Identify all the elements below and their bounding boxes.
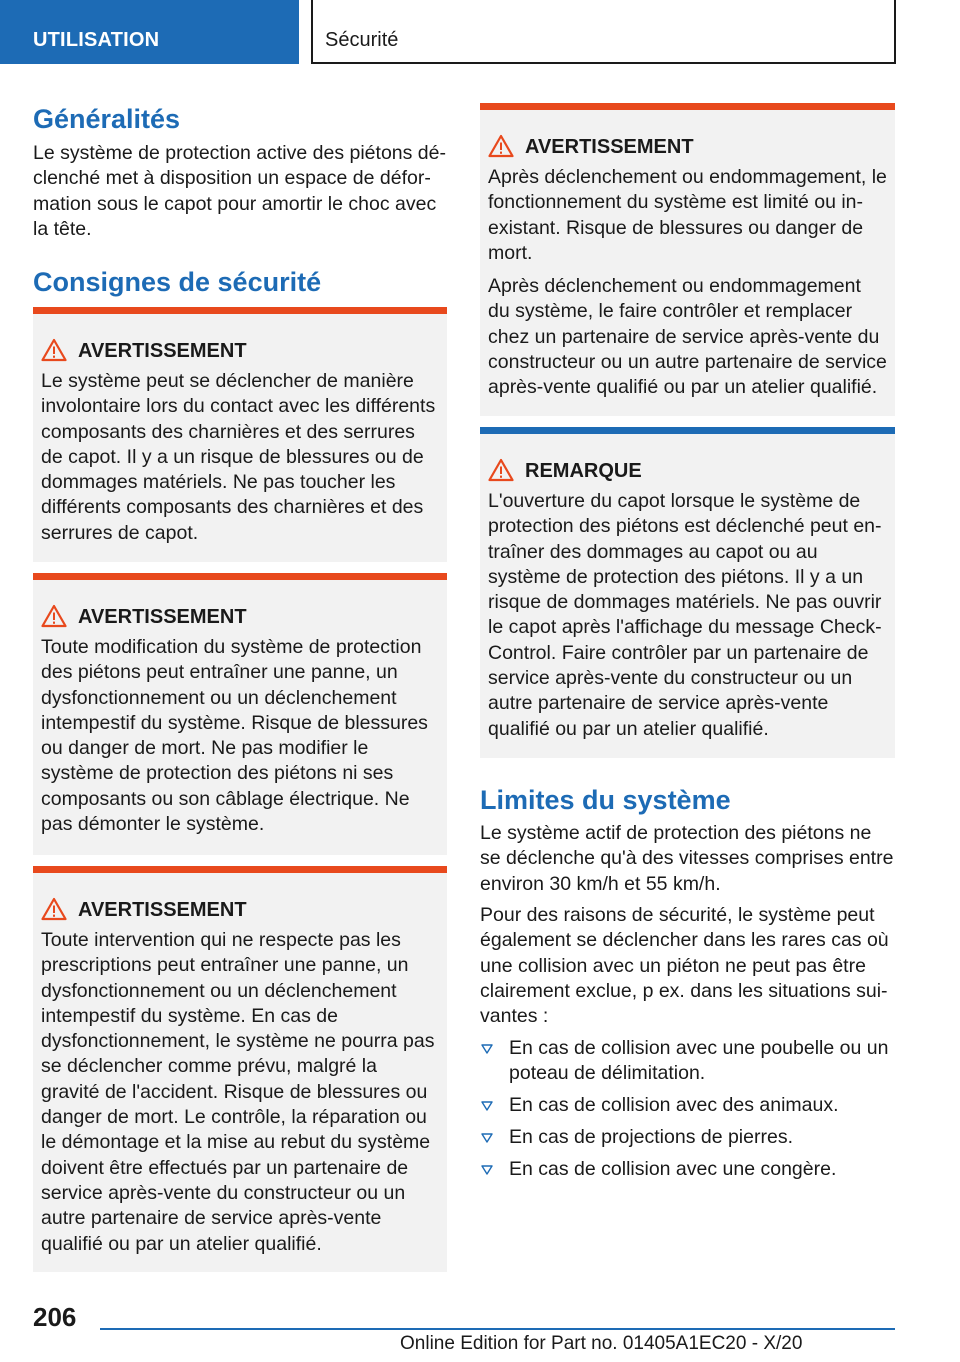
warning-triangle-icon bbox=[488, 458, 514, 482]
edition-text: Online Edition for Part no. 01405A1EC20 - X/20 bbox=[400, 1333, 803, 1354]
limits-heading: Limites du système bbox=[480, 785, 731, 815]
list-item bbox=[480, 1157, 895, 1182]
list-item-text: En cas de collision avec une poubelle ou un poteau de délimitation. bbox=[509, 1037, 889, 1085]
list-item-text: En cas de collision avec une congère. bbox=[509, 1158, 837, 1180]
warning-text-2: Après déclenchement ou endommagement du système, le faire contrôler et remplacer chez un partenaire de service après-vente du constructeur ou un autre partenaire de service après-vente qualifié ou par un atelier qualifié. bbox=[488, 275, 887, 399]
limits-paragraph-2: Pour des raisons de sécurité, le système peut également se déclencher dans les rares cas où une collision avec un piéton ne peut pas être clairement exclue, p ex. dans les situations suivantes : bbox=[480, 904, 889, 1028]
list-item-text: En cas de projections de pierres. bbox=[509, 1126, 793, 1148]
note-title: REMARQUE bbox=[525, 460, 642, 482]
page-number: 206 bbox=[33, 1302, 77, 1332]
triangle-bullet-icon bbox=[481, 1044, 493, 1054]
note-text: L'ouverture du capot lorsque le système de protection des piétons est déclenché peut entraîner des dommages au capot ou au système de protection des piétons. Il y a un risque de dommages matériels. Ne pas ouvrir le capot après l'affichage du message Check-Control. Faire contrôler par un partenaire de service après-vente du constructeur ou un autre partenaire de service après-vente qualifié ou par un atelier qualifié. bbox=[488, 490, 882, 740]
triangle-bullet-icon bbox=[481, 1101, 493, 1111]
warning-title: AVERTISSEMENT bbox=[78, 899, 247, 921]
warning-title: AVERTISSEMENT bbox=[78, 340, 247, 362]
warning-triangle-icon bbox=[41, 338, 67, 362]
general-heading: Généralités bbox=[33, 104, 181, 134]
warning-text: Toute modification du système de protection des piétons peut entraîner une panne, un dysfonctionnement ou un déclenchement intempestif du système. Risque de blessures ou danger de mort. Ne pas modifier le système de protection des piétons ni ses composants ou son câblage électrique. Ne pas démonter le système. bbox=[41, 636, 428, 836]
warning-title: AVERTISSEMENT bbox=[78, 606, 247, 628]
note-box bbox=[480, 427, 895, 758]
limits-paragraph: Le système actif de protection des piétons ne se déclenche qu'à des vitesses comprises entre environ 30 km/h et 55 km/h. bbox=[480, 822, 894, 895]
warning-box bbox=[480, 103, 895, 416]
warning-box bbox=[33, 866, 447, 1272]
list-item bbox=[480, 1093, 895, 1118]
warning-text: Toute intervention qui ne respecte pas les prescriptions peut entraîner une panne, un dysfonctionnement ou un déclenchement intempestif du système. En cas de dysfonctionnement, le système ne pourra pas se déclencher comme prévu, malgré la gravité de l'accident. Risque de blessures ou danger de mort. Le contrôle, la réparation ou le démontage et la mise au rebut du système doivent être effectués par un partenaire de service après-vente du constructeur ou un autre partenaire de service après-vente qualifié ou par un atelier qualifié. bbox=[41, 929, 435, 1255]
warning-title: AVERTISSEMENT bbox=[525, 136, 694, 158]
warning-text: Le système peut se déclencher de manière involontaire lors du contact avec les différents composants des charnières et des serrures de capot. Il y a un risque de blessures ou de dommages matériels. Ne pas toucher les différents composants des charnières et des serrures de capot. bbox=[41, 370, 436, 544]
list-item bbox=[480, 1036, 895, 1087]
list-item bbox=[480, 1125, 895, 1150]
warning-triangle-icon bbox=[488, 134, 514, 158]
section-title: Sécurité bbox=[325, 29, 399, 51]
warning-box bbox=[33, 573, 447, 855]
warning-triangle-icon bbox=[41, 897, 67, 921]
warning-box bbox=[33, 307, 447, 562]
footer-divider bbox=[100, 1328, 895, 1330]
general-paragraph: Le système de protection active des piétons déclenché met à disposition un espace de déformation sous le capot pour amortir le choc avec la tête. bbox=[33, 142, 446, 240]
list-item-text: En cas de collision avec des animaux. bbox=[509, 1094, 839, 1116]
warning-text: Après déclenchement ou endommagement, le fonctionnement du système est limité ou inexistant. Risque de blessures ou danger de mort. bbox=[488, 166, 887, 264]
triangle-bullet-icon bbox=[481, 1133, 493, 1143]
warning-triangle-icon bbox=[41, 604, 67, 628]
section-header bbox=[311, 0, 896, 64]
section-tab bbox=[0, 0, 299, 64]
triangle-bullet-icon bbox=[481, 1165, 493, 1175]
section-tab-label: UTILISATION bbox=[33, 29, 160, 51]
safety-heading: Consignes de sécurité bbox=[33, 267, 322, 297]
